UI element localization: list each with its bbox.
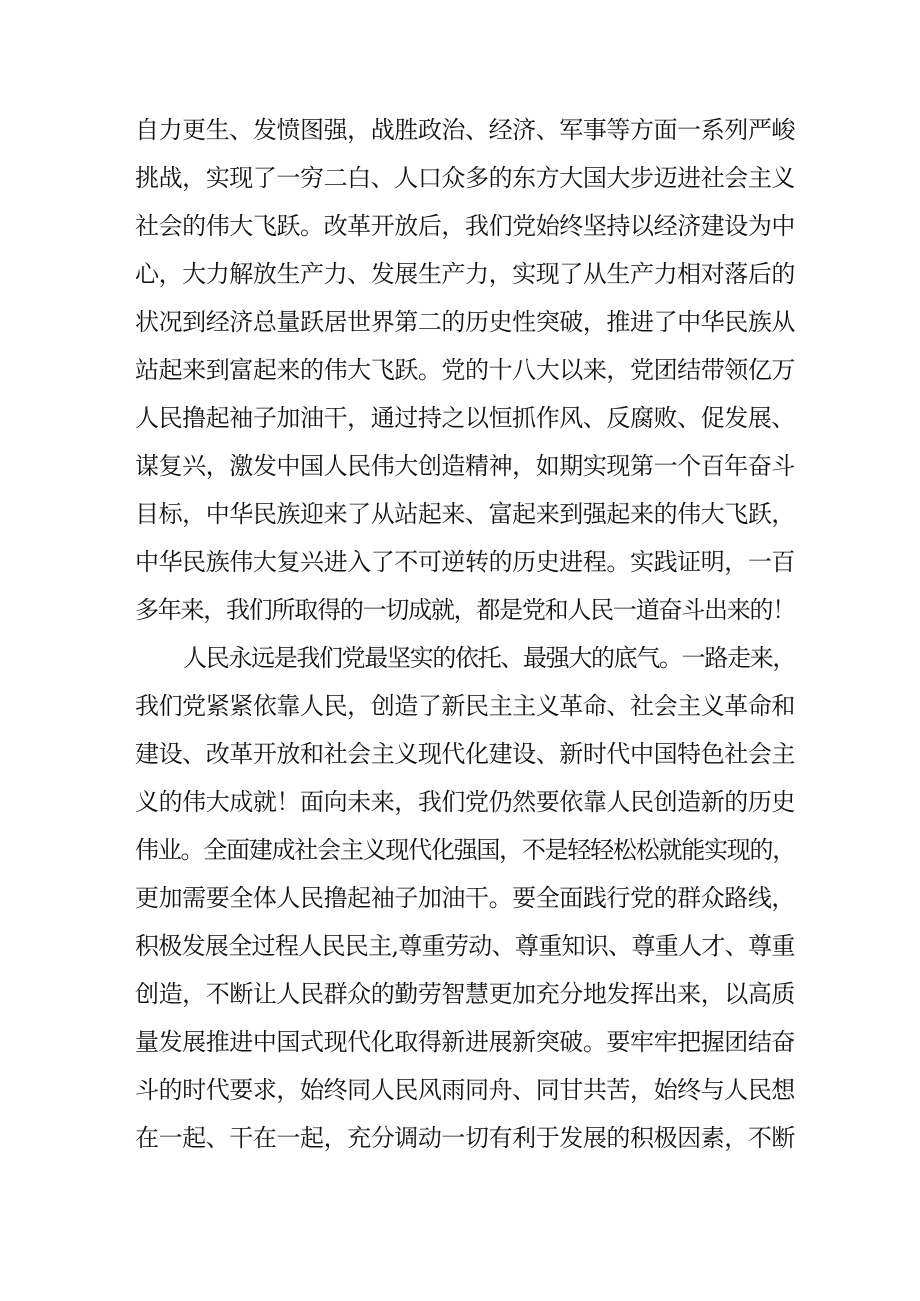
text-line: 义的伟大成就！面向未来，我们党仍然要依靠人民创造新的历史 (135, 788, 795, 816)
text-line: 目标，中华民族迎来了从站起来、富起来到强起来的伟大飞跃， (135, 500, 795, 528)
paragraph-first-line: 人民永远是我们党最坚实的依托、最强大的底气。一路走来， (183, 644, 795, 672)
text-line: 伟业。全面建成社会主义现代化强国，不是轻轻松松就能实现的， (135, 836, 795, 864)
text-line: 自力更生、发愤图强，战胜政治、经济、军事等方面一系列严峻 (135, 116, 795, 144)
text-line: 积极发展全过程人民民主,尊重劳动、尊重知识、尊重人才、尊重 (135, 932, 795, 960)
text-line: 多年来，我们所取得的一切成就，都是党和人民一道奋斗出来的！ (135, 596, 795, 624)
text-line: 建设、改革开放和社会主义现代化建设、新时代中国特色社会主 (135, 740, 795, 768)
text-line: 我们党紧紧依靠人民，创造了新民主主义革命、社会主义革命和 (135, 692, 795, 720)
text-line: 斗的时代要求，始终同人民风雨同舟、同甘共苦，始终与人民想 (135, 1076, 795, 1104)
text-line: 量发展推进中国式现代化取得新进展新突破。要牢牢把握团结奋 (135, 1028, 795, 1056)
text-line: 人民撸起袖子加油干，通过持之以恒抓作风、反腐败、促发展、 (135, 404, 795, 432)
text-line: 中华民族伟大复兴进入了不可逆转的历史进程。实践证明，一百 (135, 548, 795, 576)
text-line: 心，大力解放生产力、发展生产力，实现了从生产力相对落后的 (135, 260, 795, 288)
text-line: 社会的伟大飞跃。改革开放后，我们党始终坚持以经济建设为中 (135, 212, 795, 240)
text-line: 创造，不断让人民群众的勤劳智慧更加充分地发挥出来，以高质 (135, 980, 795, 1008)
text-line: 挑战，实现了一穷二白、人口众多的东方大国大步迈进社会主义 (135, 164, 795, 192)
text-line: 站起来到富起来的伟大飞跃。党的十八大以来，党团结带领亿万 (135, 356, 795, 384)
text-line: 更加需要全体人民撸起袖子加油干。要全面践行党的群众路线， (135, 884, 795, 912)
text-line: 在一起、干在一起，充分调动一切有利于发展的积极因素，不断 (135, 1124, 795, 1152)
text-line: 谋复兴，激发中国人民伟大创造精神，如期实现第一个百年奋斗 (135, 452, 795, 480)
text-line: 状况到经济总量跃居世界第二的历史性突破，推进了中华民族从 (135, 308, 795, 336)
